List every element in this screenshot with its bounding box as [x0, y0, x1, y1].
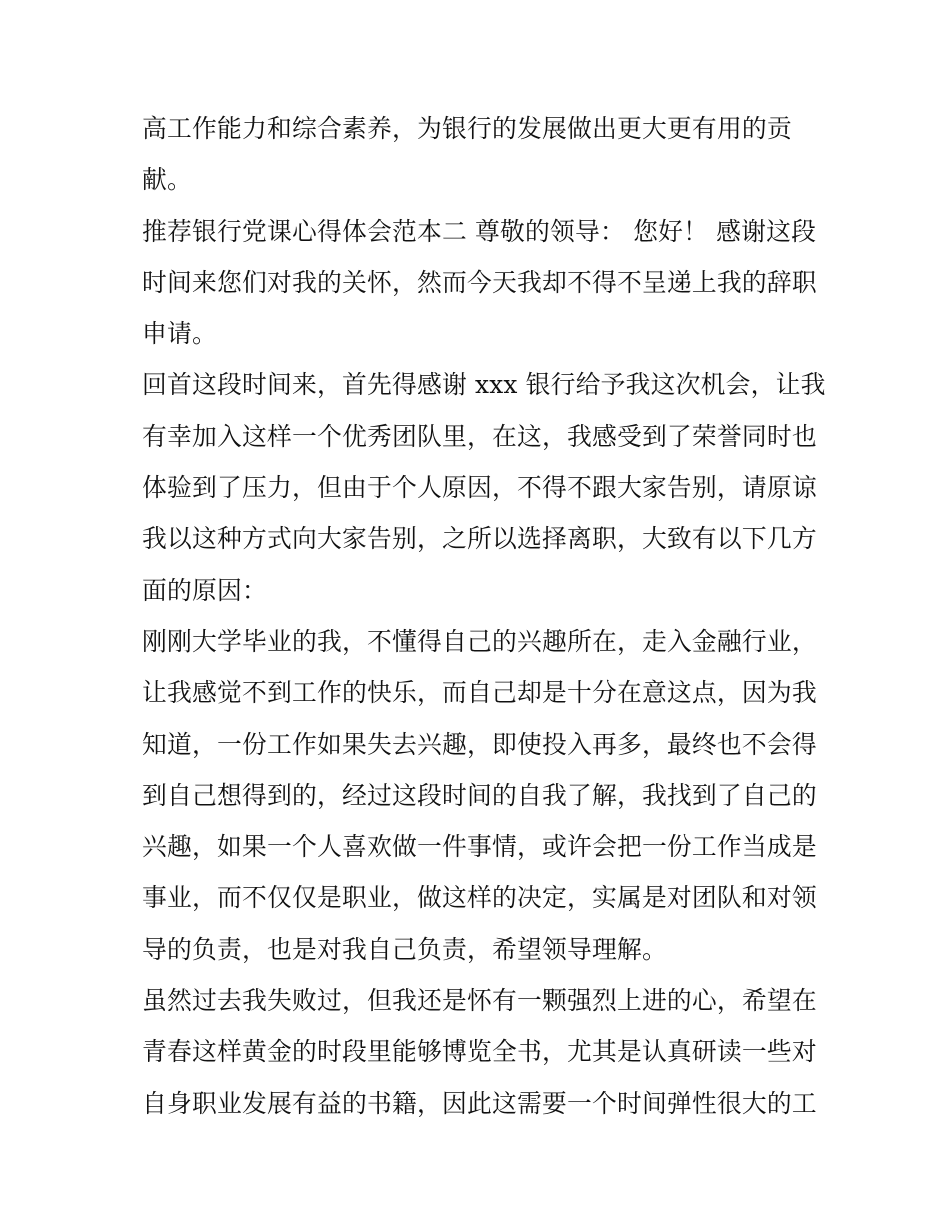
text-line: 高工作能力和综合素养，为银行的发展做出更大更有用的贡 — [142, 114, 792, 143]
text-line: 知道，一份工作如果失去兴趣，即使投入再多，最终也不会得 — [142, 729, 817, 759]
text-line: 体验到了压力，但由于个人原因，不得不跟大家告别，请原谅 — [142, 473, 817, 503]
text-line: 虽然过去我失败过，但我还是怀有一颗强烈上进的心，希望在 — [142, 986, 817, 1016]
text-line: 到自己想得到的，经过这段时间的自我了解，我找到了自己的 — [142, 780, 817, 810]
text-line: 让我感觉不到工作的快乐，而自己却是十分在意这点，因为我 — [142, 678, 817, 708]
text-line: 献。 — [142, 165, 192, 195]
body-text — [142, 103, 826, 1129]
text-line: 青春这样黄金的时段里能够博览全书，尤其是认真研读一些对 — [142, 1037, 817, 1067]
text-line: 时间来您们对我的关怀，然而今天我却不得不呈递上我的辞职 — [142, 267, 817, 297]
text-line: 面的原因： — [142, 575, 267, 605]
text-line: 刚刚大学毕业的我，不懂得自己的兴趣所在，走入金融行业， — [142, 626, 817, 656]
text-line: 申请。 — [142, 319, 217, 349]
text-line: 回首这段时间来，首先得感谢 xxx 银行给予我这次机会，让我 — [142, 370, 826, 400]
text-line: 自身职业发展有益的书籍，因此这需要一个时间弹性很大的工 — [142, 1088, 817, 1118]
text-line: 推荐银行党课心得体会范本二 尊敬的领导： 您好！ 感谢这段 — [142, 216, 817, 246]
text-line: 兴趣，如果一个人喜欢做一件事情，或许会把一份工作当成是 — [142, 832, 817, 862]
text-line: 事业，而不仅仅是职业，做这样的决定，实属是对团队和对领 — [142, 883, 817, 913]
text-line: 导的负责，也是对我自己负责，希望领导理解。 — [142, 934, 667, 964]
text-line: 有幸加入这样一个优秀团队里，在这，我感受到了荣誉同时也 — [142, 421, 817, 451]
text-line: 我以这种方式向大家告别，之所以选择离职，大致有以下几方 — [142, 524, 817, 554]
